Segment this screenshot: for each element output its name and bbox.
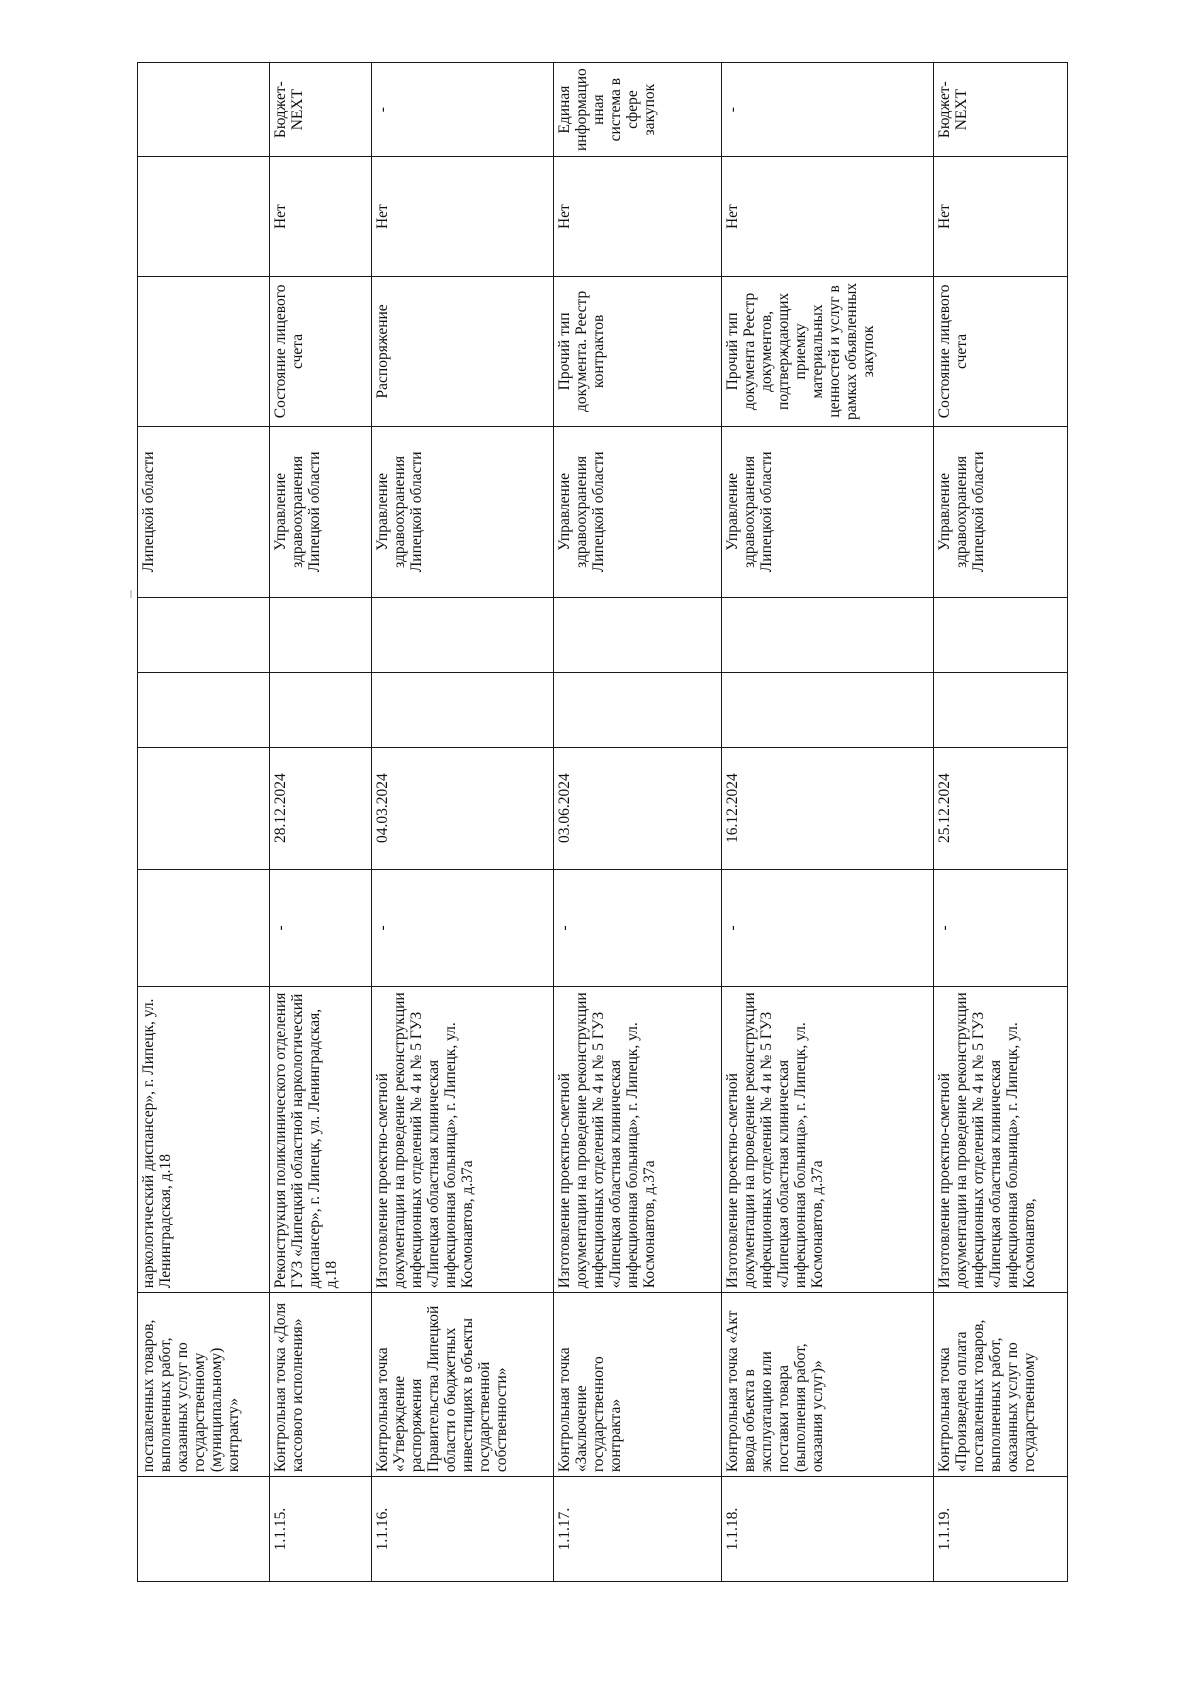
empty-cell (722, 672, 934, 747)
control-point-name: Контрольная точка «Утверждение распоряжения Правительства Липецкой области о бюджетных инвестициях в объекты государственной собственности» (372, 1293, 554, 1477)
control-point-name: Контрольная точка «Акт ввода объекта в эксплуатацию или поставки товара (выполнения работ, оказания услуг)» (722, 1293, 934, 1477)
object-description: Изготовление проектно-сметной документации на проведение реконструкции инфекционных отделений № 4 и № 5 ГУЗ «Липецкая областная клиническая инфекционная больница», г. Липецк, ул. Космонавтов, (934, 987, 1068, 1293)
empty-cell (270, 597, 372, 672)
table-row (270, 63, 372, 1582)
row-number (138, 1477, 270, 1582)
table-row (554, 63, 722, 1582)
start-date: - (372, 869, 554, 987)
flag-value: Нет (722, 157, 934, 277)
table-row (138, 63, 270, 1582)
information-system: Бюджет-NEXT (270, 63, 372, 157)
object-description: Изготовление проектно-сметной документации на проведение реконструкции инфекционных отделений № 4 и № 5 ГУЗ «Липецкая областная клиническая инфекционная больница», г. Липецк, ул. Космонавтов, д.37а (554, 987, 722, 1293)
rotated-table-container (137, 62, 1067, 1582)
document-type (138, 277, 270, 427)
empty-cell (372, 672, 554, 747)
responsible-executor: Управление здравоохранения Липецкой области (554, 426, 722, 597)
responsible-executor: Управление здравоохранения Липецкой области (722, 426, 934, 597)
control-point-name: Контрольная точка «Доля кассового исполнения» (270, 1293, 372, 1477)
information-system (138, 63, 270, 157)
row-number: 1.1.17. (554, 1477, 722, 1582)
information-system: - (722, 63, 934, 157)
responsible-executor: Управление здравоохранения Липецкой области (270, 426, 372, 597)
information-system: Бюджет-NEXT (934, 63, 1068, 157)
row-number: 1.1.15. (270, 1477, 372, 1582)
responsible-executor: Управление здравоохранения Липецкой области (934, 426, 1068, 597)
start-date: - (554, 869, 722, 987)
empty-cell (270, 672, 372, 747)
document-type: Прочий тип документа. Реестр контрактов (554, 277, 722, 427)
end-date: 04.03.2024 (372, 747, 554, 869)
start-date (138, 869, 270, 987)
object-description: наркологический диспансер», г. Липецк, ул. Ленинградская, д.18 (138, 987, 270, 1293)
information-system: - (372, 63, 554, 157)
table-row (722, 63, 934, 1582)
row-number: 1.1.19. (934, 1477, 1068, 1582)
object-description: Реконструкция поликлинического отделения ГУЗ «Липецкий областной наркологический диспансер», г. Липецк, ул. Ленинградская, д.18 (270, 987, 372, 1293)
document-type: Состояние лицевого счета (270, 277, 372, 427)
empty-cell (934, 597, 1068, 672)
end-date: 03.06.2024 (554, 747, 722, 869)
flag-value: Нет (372, 157, 554, 277)
responsible-executor: Липецкой области (138, 426, 270, 597)
document-type: Прочий тип документа Реестр документов, подтверждающих приемку материальных ценностей и услуг в рамках объявленных закупок (722, 277, 934, 427)
end-date: 16.12.2024 (722, 747, 934, 869)
object-description: Изготовление проектно-сметной документации на проведение реконструкции инфекционных отделений № 4 и № 5 ГУЗ «Липецкая областная клиническая инфекционная больница», г. Липецк, ул. Космонавтов, д.37а (372, 987, 554, 1293)
empty-cell (934, 672, 1068, 747)
start-date: - (934, 869, 1068, 987)
object-description: Изготовление проектно-сметной документации на проведение реконструкции инфекционных отделений № 4 и № 5 ГУЗ «Липецкая областная клиническая инфекционная больница», г. Липецк, ул. Космонавтов, д.37а (722, 987, 934, 1293)
control-point-name: Контрольная точка «Произведена оплата поставленных товаров, выполненных работ, оказанных услуг по государственному (934, 1293, 1068, 1477)
row-number: 1.1.16. (372, 1477, 554, 1582)
end-date: 28.12.2024 (270, 747, 372, 869)
table-row (372, 63, 554, 1582)
control-points-table (137, 62, 1068, 1582)
scan-artifact (130, 590, 132, 598)
start-date: - (722, 869, 934, 987)
document-type: Состояние лицевого счета (934, 277, 1068, 427)
empty-cell (554, 672, 722, 747)
table-row (934, 63, 1068, 1582)
flag-value: Нет (270, 157, 372, 277)
control-point-name: Контрольная точка «Заключение государственного контракта» (554, 1293, 722, 1477)
flag-value: Нет (554, 157, 722, 277)
responsible-executor: Управление здравоохранения Липецкой области (372, 426, 554, 597)
empty-cell (138, 672, 270, 747)
control-point-name: поставленных товаров, выполненных работ, оказанных услуг по государственному (муниципальному) контракту» (138, 1293, 270, 1477)
end-date: 25.12.2024 (934, 747, 1068, 869)
information-system: Единая информационная система в сфере закупок (554, 63, 722, 157)
empty-cell (372, 597, 554, 672)
start-date: - (270, 869, 372, 987)
document-type: Распоряжение (372, 277, 554, 427)
empty-cell (722, 597, 934, 672)
empty-cell (138, 597, 270, 672)
flag-value (138, 157, 270, 277)
end-date (138, 747, 270, 869)
row-number: 1.1.18. (722, 1477, 934, 1582)
flag-value: Нет (934, 157, 1068, 277)
empty-cell (554, 597, 722, 672)
